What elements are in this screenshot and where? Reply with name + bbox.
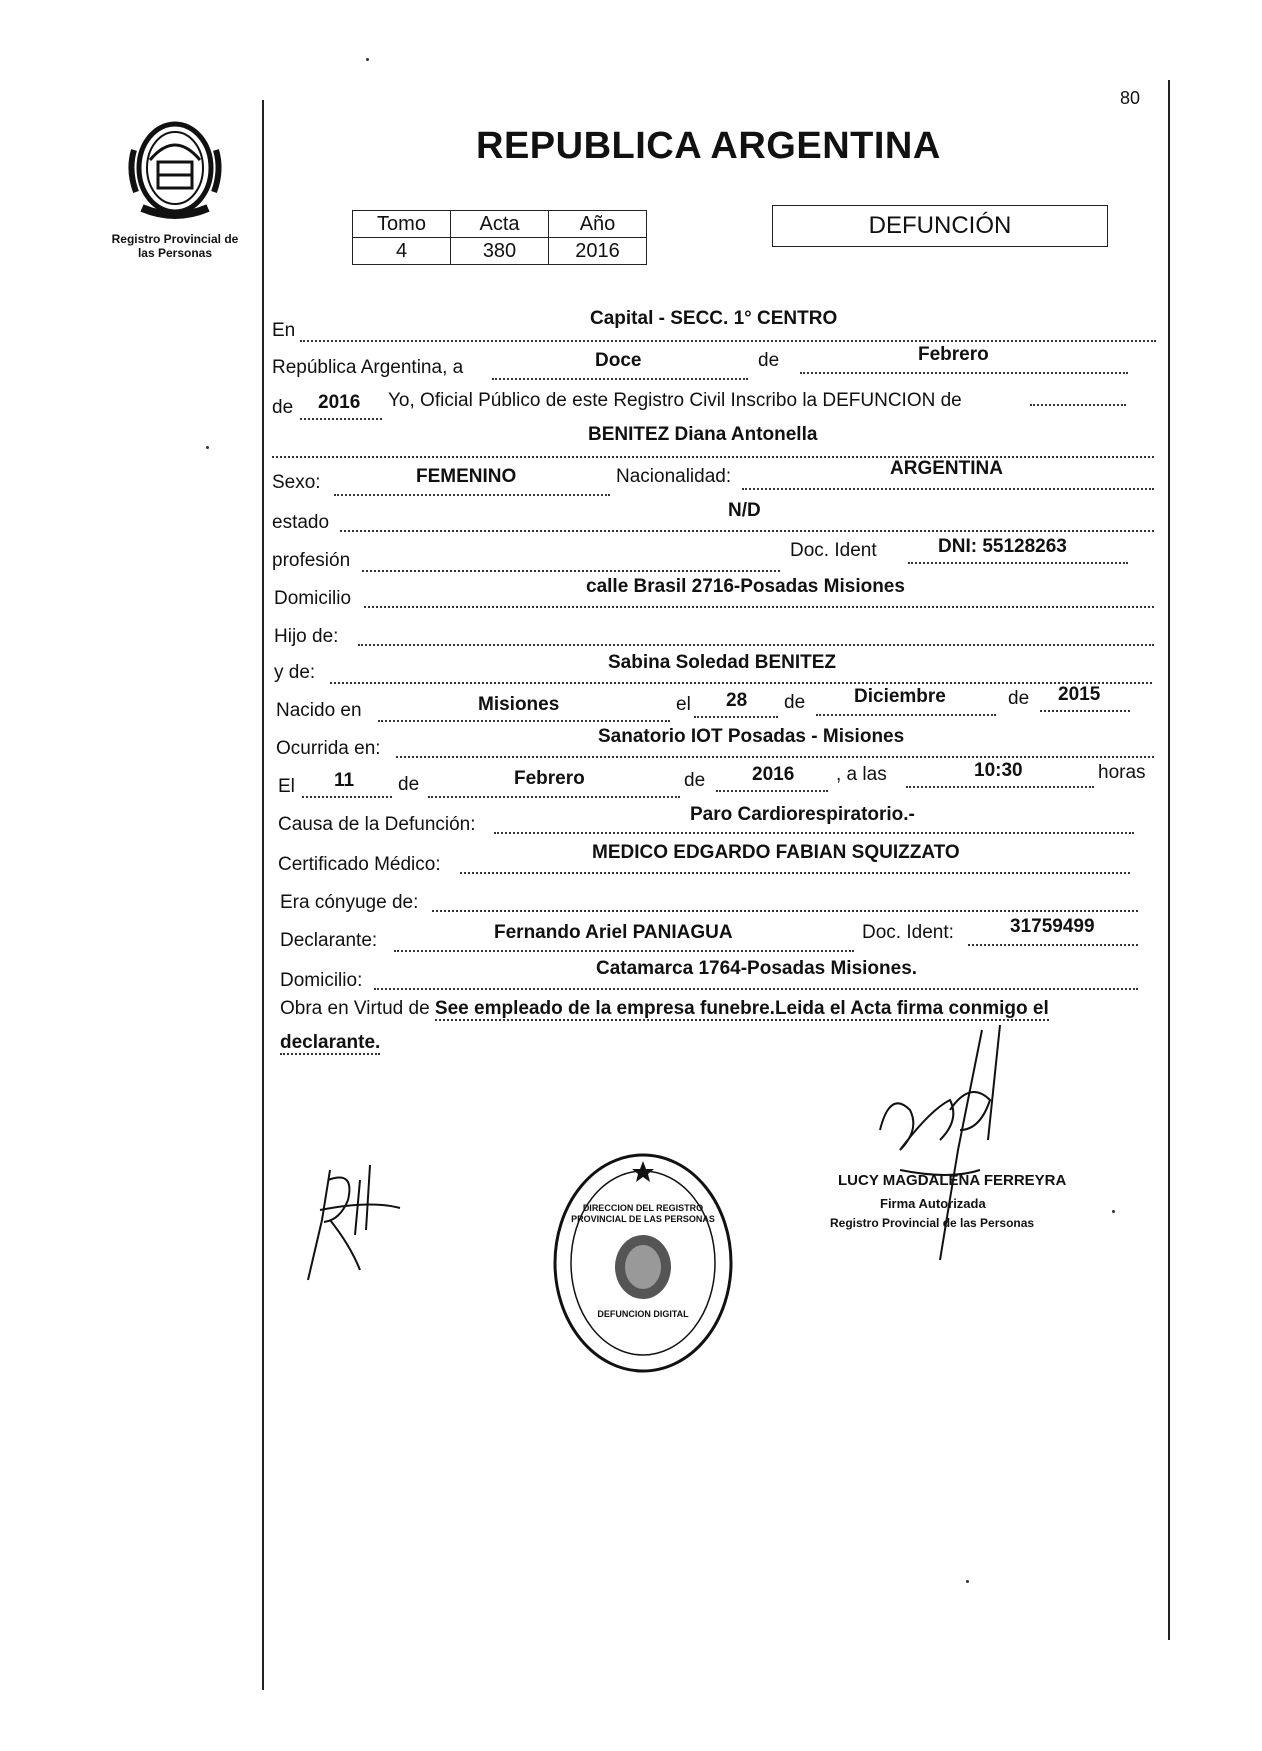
- closing-text-2: declarante.: [280, 1032, 381, 1053]
- ref-header-acta: Acta: [451, 211, 549, 238]
- month-value: Febrero: [918, 344, 989, 365]
- scan-mark: [1112, 1210, 1115, 1213]
- hijo-label: Hijo de:: [274, 626, 339, 647]
- domicilio-label: Domicilio: [274, 588, 352, 609]
- dotted-line: [1030, 404, 1126, 406]
- seal-outer-text: DIRECCION DEL REGISTRO PROVINCIAL DE LAS PERSONAS: [571, 1203, 715, 1224]
- de3-label: de: [784, 692, 806, 713]
- birth-year: 2015: [1058, 684, 1101, 705]
- dotted-line: [906, 786, 1094, 788]
- official-signature: [300, 1150, 440, 1290]
- dotted-line: [716, 790, 828, 792]
- dotted-line: [364, 606, 1154, 608]
- ref-header-ano: Año: [549, 211, 647, 238]
- dotted-line: [460, 872, 1130, 874]
- ocurrida-value: Sanatorio IOT Posadas - Misiones: [598, 726, 905, 747]
- province-logo: [120, 110, 230, 220]
- yde-label: y de:: [274, 662, 316, 683]
- signer-org: Registro Provincial de las Personas: [830, 1216, 1035, 1230]
- place-value: Capital - SECC. 1° CENTRO: [590, 308, 838, 329]
- dotted-line: [272, 456, 1154, 458]
- dotted-line: [378, 720, 670, 722]
- dotted-line: [300, 340, 1156, 342]
- birth-place: Misiones: [478, 694, 560, 715]
- en-label: En: [272, 320, 296, 341]
- reference-table: [352, 210, 647, 265]
- death-day: 11: [334, 770, 355, 791]
- dotted-line: [428, 796, 680, 798]
- dotted-line: [432, 910, 1138, 912]
- doc-ident-label: Doc. Ident: [790, 540, 877, 561]
- signer-name: LUCY MAGDALENA FERREYRA: [838, 1172, 1067, 1189]
- inscribo-text: Yo, Oficial Público de este Registro Civil Inscribo la DEFUNCION de: [388, 390, 962, 411]
- certificado-value: MEDICO EDGARDO FABIAN SQUIZZATO: [592, 842, 960, 863]
- right-margin-line: [1168, 80, 1170, 1640]
- el2-label: El: [278, 776, 295, 797]
- page-title: REPUBLICA ARGENTINA: [476, 125, 941, 167]
- de6-label: de: [684, 770, 706, 791]
- dotted-line: [394, 950, 854, 952]
- sexo-value: FEMENINO: [416, 466, 517, 487]
- domicilio-value: calle Brasil 2716-Posadas Misiones: [586, 576, 905, 597]
- dotted-line: [302, 796, 392, 798]
- closing-prefix: Obra en Virtud de: [280, 998, 430, 1019]
- dotted-line: [492, 378, 748, 380]
- dotted-line: [968, 944, 1138, 946]
- dotted-line: [908, 562, 1128, 564]
- dotted-line: [300, 418, 382, 420]
- dotted-line: [742, 488, 1154, 490]
- dotted-line: [334, 494, 610, 496]
- estado-value: N/D: [728, 500, 761, 521]
- horas-label: horas: [1098, 762, 1146, 783]
- declarante-value: Fernando Ariel PANIAGUA: [494, 922, 733, 943]
- doc-ident-value: DNI: 55128263: [938, 536, 1067, 557]
- nacionalidad-value: ARGENTINA: [890, 458, 1003, 479]
- ref-value-tomo: 4: [353, 238, 451, 265]
- de-label: de: [758, 350, 780, 371]
- certificado-label: Certificado Médico:: [278, 854, 441, 875]
- dotted-line: [816, 714, 996, 716]
- closing-statement-line2: [280, 1032, 380, 1054]
- seal-inner-text: DEFUNCION DIGITAL: [597, 1309, 689, 1319]
- death-year: 2016: [752, 764, 795, 785]
- doc-ident2-value: 31759499: [1010, 916, 1095, 937]
- declarante-label: Declarante:: [280, 930, 378, 951]
- dotted-line: [340, 530, 1154, 532]
- dotted-line: [1040, 710, 1130, 712]
- page-number: 80: [1120, 88, 1141, 108]
- dotted-line: [374, 988, 1138, 990]
- nacido-label: Nacido en: [276, 700, 362, 721]
- alas-label: , a las: [836, 764, 887, 785]
- signer-role: Firma Autorizada: [880, 1196, 986, 1211]
- sexo-label: Sexo:: [272, 472, 321, 493]
- domicilio2-label: Domicilio:: [280, 970, 363, 991]
- de5-label: de: [398, 774, 420, 795]
- closing-text: See empleado de la empresa funebre.Leida el Acta firma conmigo el: [434, 998, 1049, 1019]
- dotted-line: [396, 756, 1154, 758]
- dotted-line: [694, 716, 778, 718]
- authorized-signature: [870, 1020, 1070, 1280]
- conyuge-label: Era cónyuge de:: [280, 892, 419, 913]
- de2-label: de: [272, 397, 294, 418]
- republica-label: República Argentina, a: [272, 357, 464, 378]
- ref-header-tomo: Tomo: [353, 211, 451, 238]
- domicilio2-value: Catamarca 1764-Posadas Misiones.: [596, 958, 918, 979]
- document-type-box: DEFUNCIÓN: [772, 205, 1108, 247]
- dotted-line: [494, 832, 1134, 834]
- year-value: 2016: [318, 392, 361, 413]
- birth-day: 28: [726, 690, 748, 711]
- dotted-line: [362, 570, 780, 572]
- ocurrida-label: Ocurrida en:: [276, 738, 381, 759]
- scan-mark: [366, 58, 369, 61]
- causa-label: Causa de la Defunción:: [278, 814, 476, 835]
- mother-name: Sabina Soledad BENITEZ: [608, 652, 837, 673]
- de4-label: de: [1008, 688, 1030, 709]
- dotted-line: [358, 644, 1154, 646]
- dotted-line: [330, 682, 1152, 684]
- dotted-line: [800, 372, 1128, 374]
- profesion-label: profesión: [272, 550, 351, 571]
- registry-label: Registro Provincial de las Personas: [111, 232, 239, 260]
- causa-value: Paro Cardiorespiratorio.-: [690, 804, 915, 825]
- scan-mark: [966, 1580, 969, 1583]
- official-seal: [548, 1145, 738, 1375]
- ref-value-ano: 2016: [549, 238, 647, 265]
- day-value: Doce: [595, 350, 642, 371]
- ref-value-acta: 380: [451, 238, 549, 265]
- left-margin-line: [262, 100, 264, 1690]
- doc-ident2-label: Doc. Ident:: [862, 922, 954, 943]
- el-label: el: [676, 694, 691, 715]
- estado-label: estado: [272, 512, 330, 533]
- scan-mark: [206, 446, 209, 449]
- nacionalidad-label: Nacionalidad:: [616, 466, 732, 487]
- death-month: Febrero: [514, 768, 585, 789]
- birth-month: Diciembre: [854, 686, 946, 707]
- deceased-name: BENITEZ Diana Antonella: [588, 424, 818, 445]
- death-time: 10:30: [974, 760, 1023, 781]
- closing-statement: [280, 998, 1049, 1020]
